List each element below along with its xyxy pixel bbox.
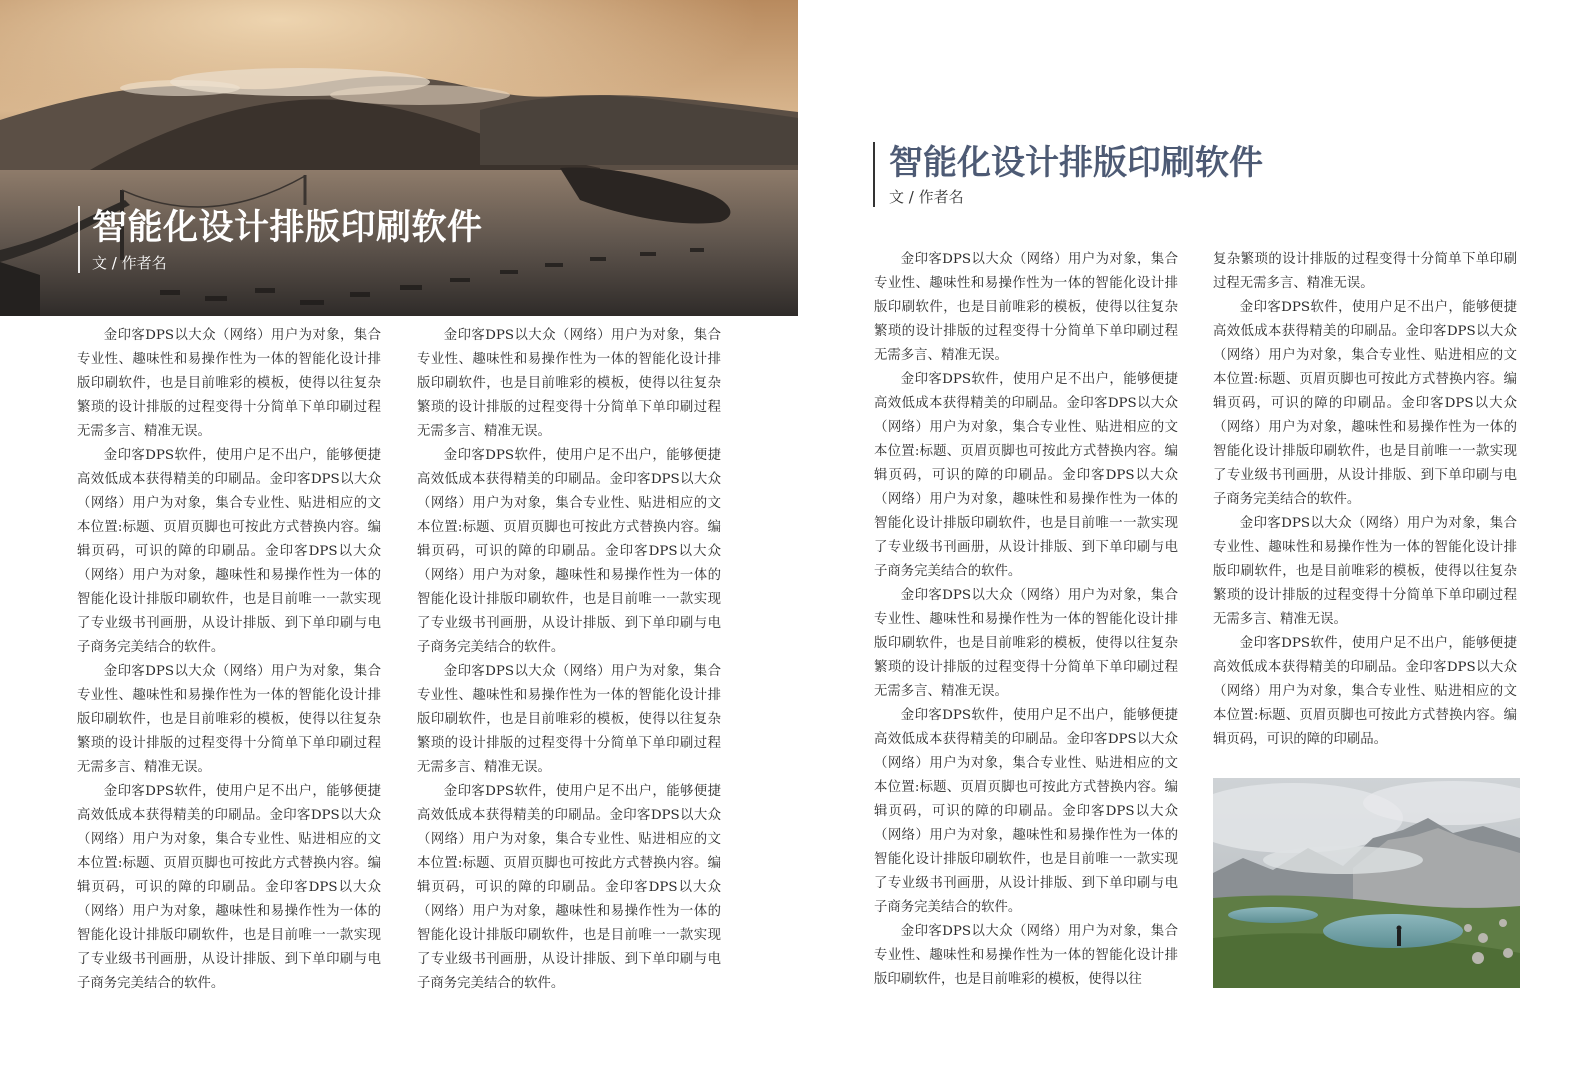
body-paragraph: 金印客DPS软件，使用户足不出户，能够便捷高效低成本获得精美的印刷品。金印客DPS以大众（网络）用户为对象，集合专业性、贴进相应的文本位置:标题、页眉页脚也可按此方式替换内容。编辑页码，可识的障的印刷品。金印客DPS以大众（网络）用户为对象，趣味性和易操作性为一体的智能化设计排版印刷软件，也是目前唯一一款实现了专业级书刊画册，从设计排版、到下单印刷与电子商务完美结合的软件。	[874, 372, 1178, 579]
body-paragraph: 金印客DPS软件，使用户足不出户，能够便捷高效低成本获得精美的印刷品。金印客DPS以大众（网络）用户为对象，集合专业性、贴进相应的文本位置:标题、页眉页脚也可按此方式替换内容。编辑页码，可识的障的印刷品。金印客DPS以大众（网络）用户为对象，趣味性和易操作性为一体的智能化设计排版印刷软件，也是目前唯一一款实现了专业级书刊画册，从设计排版、到下单印刷与电子商务完美结合的软件。	[77, 784, 381, 991]
hero-title-block	[78, 206, 483, 273]
right-page-title-block	[873, 142, 1263, 207]
body-paragraph: 金印客DPS以大众（网络）用户为对象，集合专业性、趣味性和易操作性为一体的智能化设计排版印刷软件，也是目前唯彩的模板，使得以往复杂繁琐的设计排版的过程变得十分简单下单印刷过程无需多言、精准无误。	[417, 328, 721, 439]
right-page-column-2	[1213, 248, 1517, 756]
hero-image-bay-bridge	[0, 0, 798, 316]
body-paragraph: 金印客DPS以大众（网络）用户为对象，集合专业性、趣味性和易操作性为一体的智能化设计排版印刷软件，也是目前唯彩的模板，使得以往复杂繁琐的设计排版的过程变得十分简单下单印刷过程无需多言、精准无误。	[874, 252, 1178, 363]
byline: 文 / 作者名	[889, 188, 964, 206]
body-paragraph: 金印客DPS软件，使用户足不出户，能够便捷高效低成本获得精美的印刷品。金印客DPS以大众（网络）用户为对象，集合专业性、贴进相应的文本位置:标题、页眉页脚也可按此方式替换内容。编辑页码，可识的障的印刷品。	[1213, 636, 1517, 747]
byline: 文 / 作者名	[92, 254, 167, 272]
body-paragraph: 金印客DPS以大众（网络）用户为对象，集合专业性、趣味性和易操作性为一体的智能化设计排版印刷软件，也是目前唯彩的模板，使得以往复杂繁琐的设计排版的过程变得十分简单下单印刷过程无需多言、精准无误。	[1213, 516, 1517, 627]
body-paragraph: 金印客DPS软件，使用户足不出户，能够便捷高效低成本获得精美的印刷品。金印客DPS以大众（网络）用户为对象，集合专业性、贴进相应的文本位置:标题、页眉页脚也可按此方式替换内容。编辑页码，可识的障的印刷品。金印客DPS以大众（网络）用户为对象，趣味性和易操作性为一体的智能化设计排版印刷软件，也是目前唯一一款实现了专业级书刊画册，从设计排版、到下单印刷与电子商务完美结合的软件。	[1213, 300, 1517, 507]
mountain-lake-photo	[1213, 778, 1520, 988]
body-paragraph: 金印客DPS软件，使用户足不出户，能够便捷高效低成本获得精美的印刷品。金印客DPS以大众（网络）用户为对象，集合专业性、贴进相应的文本位置:标题、页眉页脚也可按此方式替换内容。编辑页码，可识的障的印刷品。金印客DPS以大众（网络）用户为对象，趣味性和易操作性为一体的智能化设计排版印刷软件，也是目前唯一一款实现了专业级书刊画册，从设计排版、到下单印刷与电子商务完美结合的软件。	[874, 708, 1178, 915]
body-paragraph: 金印客DPS以大众（网络）用户为对象，集合专业性、趣味性和易操作性为一体的智能化设计排版印刷软件，也是目前唯彩的模板，使得以往复杂繁琐的设计排版的过程变得十分简单下单印刷过程无需多言、精准无误。	[77, 328, 381, 439]
body-paragraph: 金印客DPS软件，使用户足不出户，能够便捷高效低成本获得精美的印刷品。金印客DPS以大众（网络）用户为对象，集合专业性、贴进相应的文本位置:标题、页眉页脚也可按此方式替换内容。编辑页码，可识的障的印刷品。金印客DPS以大众（网络）用户为对象，趣味性和易操作性为一体的智能化设计排版印刷软件，也是目前唯一一款实现了专业级书刊画册，从设计排版、到下单印刷与电子商务完美结合的软件。	[417, 784, 721, 991]
body-paragraph: 金印客DPS软件，使用户足不出户，能够便捷高效低成本获得精美的印刷品。金印客DPS以大众（网络）用户为对象，集合专业性、贴进相应的文本位置:标题、页眉页脚也可按此方式替换内容。编辑页码，可识的障的印刷品。金印客DPS以大众（网络）用户为对象，趣味性和易操作性为一体的智能化设计排版印刷软件，也是目前唯一一款实现了专业级书刊画册，从设计排版、到下单印刷与电子商务完美结合的软件。	[417, 448, 721, 655]
body-paragraph: 金印客DPS以大众（网络）用户为对象，集合专业性、趣味性和易操作性为一体的智能化设计排版印刷软件，也是目前唯彩的模板，使得以往	[874, 924, 1178, 987]
body-paragraph: 金印客DPS以大众（网络）用户为对象，集合专业性、趣味性和易操作性为一体的智能化设计排版印刷软件，也是目前唯彩的模板，使得以往复杂繁琐的设计排版的过程变得十分简单下单印刷过程无需多言、精准无误。	[77, 664, 381, 775]
body-paragraph-continued: 复杂繁琐的设计排版的过程变得十分简单下单印刷过程无需多言、精准无误。	[1213, 252, 1517, 291]
page-title: 智能化设计排版印刷软件	[889, 143, 1263, 183]
left-page-column-1	[77, 324, 381, 1000]
right-page-column-1	[874, 248, 1178, 1000]
mountain-lake-illustration	[1213, 778, 1520, 988]
left-page-column-2	[417, 324, 721, 1000]
body-paragraph: 金印客DPS以大众（网络）用户为对象，集合专业性、趣味性和易操作性为一体的智能化设计排版印刷软件，也是目前唯彩的模板，使得以往复杂繁琐的设计排版的过程变得十分简单下单印刷过程无需多言、精准无误。	[874, 588, 1178, 699]
page-title: 智能化设计排版印刷软件	[92, 208, 483, 248]
body-paragraph: 金印客DPS软件，使用户足不出户，能够便捷高效低成本获得精美的印刷品。金印客DPS以大众（网络）用户为对象，集合专业性、贴进相应的文本位置:标题、页眉页脚也可按此方式替换内容。编辑页码，可识的障的印刷品。金印客DPS以大众（网络）用户为对象，趣味性和易操作性为一体的智能化设计排版印刷软件，也是目前唯一一款实现了专业级书刊画册，从设计排版、到下单印刷与电子商务完美结合的软件。	[77, 448, 381, 655]
body-paragraph: 金印客DPS以大众（网络）用户为对象，集合专业性、趣味性和易操作性为一体的智能化设计排版印刷软件，也是目前唯彩的模板，使得以往复杂繁琐的设计排版的过程变得十分简单下单印刷过程无需多言、精准无误。	[417, 664, 721, 775]
